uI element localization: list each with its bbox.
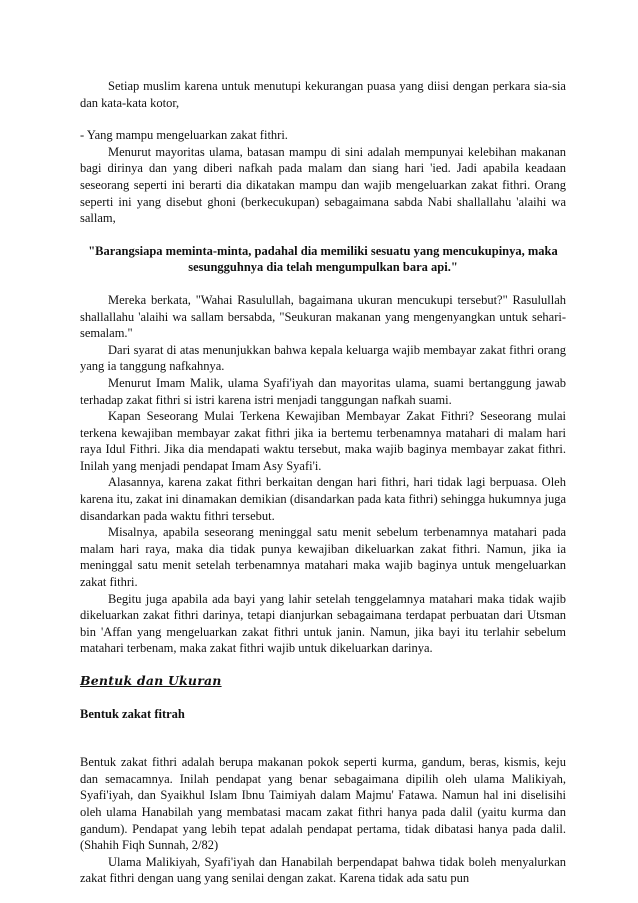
paragraph: Menurut mayoritas ulama, batasan mampu di sini adalah mempunyai kelebihan makanan bagi dirinya dan yang diberi nafkah pada malam dan siang hari 'ied. Jadi apabila keadaan seseorang seperti ini berarti dia dikatakan mampu dan wajib mengeluarkan zakat fithri. Orang seperti ini yang disebut ghoni (berkecukupan) sebagaimana sabda Nabi shallallahu 'alaihi wa sallam, [80,144,566,226]
spacer [80,657,566,673]
paragraph: Mereka berkata, "Wahai Rasulullah, bagaimana ukuran mencukupi tersebut?" Rasulullah shallallahu 'alaihi wa sallam bersabda, "Seukuran makanan yang mengenyangkan untuk sehari- semalam." [80,292,566,341]
paragraph: Menurut Imam Malik, ulama Syafi'iyah dan mayoritas ulama, suami bertanggung jawab terhadap zakat fithri si istri karena istri menjadi tanggungan nafkah suami. [80,375,566,407]
paragraph: Ulama Malikiyah, Syafi'iyah dan Hanabilah berpendapat bahwa tidak boleh menyalurkan zakat fithri dengan uang yang senilai dengan zakat. Karena tidak ada satu pun [80,854,566,886]
section-heading: Bentuk dan Ukuran [80,673,222,688]
paragraph: Begitu juga apabila ada bayi yang lahir setelah tenggelamnya matahari maka tidak wajib dikeluarkan zakat fithri darinya, tetapi dianjurkan sebagaimana terdapat perbuatan dari Utsman bin 'Affan yang mengeluarkan zakat fithri untuk janin. Namun, jika bayi itu terlahir sebelum matahari terbenam, maka zakat fithri wajib untuk dikeluarkan darinya. [80,591,566,656]
paragraph: Alasannya, karena zakat fithri berkaitan dengan hari fithri, hari tidak lagi berpuasa. Oleh karena itu, zakat ini dinamakan demikian (disandarkan pada kata fithri) sehingga hukumnya juga disandarkan pada waktu fithri tersebut. [80,475,566,523]
subsection-heading: Bentuk zakat fitrah [80,706,185,721]
spacer [80,738,566,754]
paragraph: Setiap muslim karena untuk menutupi kekurangan puasa yang diisi dengan perkara sia-sia dan kata-kata kotor, [80,79,566,110]
spacer [80,690,566,706]
spacer [80,276,566,292]
spacer [80,111,566,127]
list-item-text: - Yang mampu mengeluarkan zakat fithri. [80,128,288,143]
paragraph: Dari syarat di atas menunjukkan bahwa kepala keluarga wajib membayar zakat fithri orang yang ia tanggung nafkahnya. [80,342,566,374]
paragraph: Misalnya, apabila seseorang meninggal satu menit sebelum terbenamnya matahari pada malam hari raya, maka dia tidak punya kewajiban dikeluarkan zakat fithri. Namun, jika ia meninggal satu menit setelah terbenamnya matahari maka wajib baginya untuk mengeluarkan zakat fithri. [80,525,566,590]
paragraph: Kapan Seseorang Mulai Terkena Kewajiban Membayar Zakat Fithri? Seseorang mulai terkena kewajiban membayar zakat fithri jika ia bertemu terbenamnya matahari di malam hari raya Idul Fithri. Jika dia mendapati waktu tersebut, maka wajib baginya membayar zakat fithri. Inilah yang menjadi pendapat Imam Asy Syafi'i. [80,409,566,473]
hadith-quote: "Barangsiapa meminta-minta, padahal dia memiliki sesuatu yang mencukupinya, maka sesungguhnya dia telah mengumpulkan bara api." [88,243,558,275]
paragraph: Bentuk zakat fithri adalah berupa makanan pokok seperti kurma, gandum, beras, kismis, keju dan semacamnya. Inilah pendapat yang benar sebagaimana dipilih oleh ulama Malikiyah, Syafi'iyah, dan Syaikhul Islam Ibnu Taimiyah dalam Majmu' Fatawa. Namun hal ini diselisihi oleh ulama Hanabilah yang membatasi macam zakat fithri hanya pada dalil (yaitu kurma dan gandum). Pendapat yang lebih tepat adalah pendapat pertama, tidak dibatasi hanya pada dalil.(Shahih Fiqh Sunnah, 2/82) [80,755,566,853]
spacer [80,227,566,243]
spacer [80,722,566,738]
